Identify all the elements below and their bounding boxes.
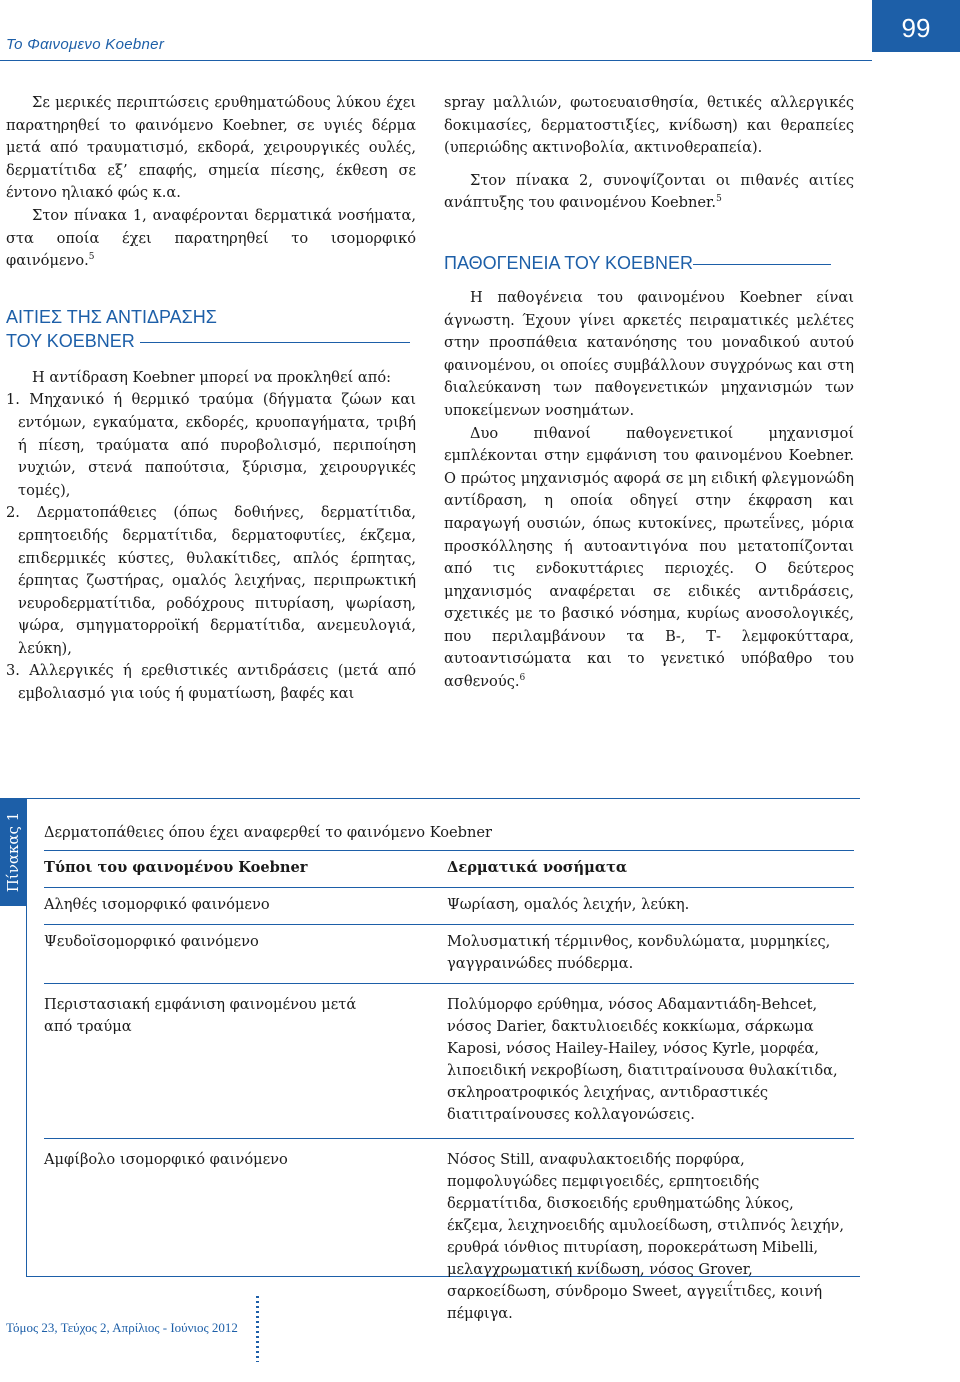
cause-item-3: 3. Αλλεργικές ή ερεθιστικές αντιδράσεις (μετά από εμβολιασμό για ιούς ή φυματίωση, βαφές και	[6, 662, 416, 703]
section-heading-causes	[6, 305, 416, 353]
heading-rule	[140, 342, 410, 343]
intro-paragraph-1: Σε μερικές περιπτώσεις ερυθηματώδους λύκου έχει παρατηρηθεί το φαινόμενο Koebner, σε υγιές δέρμα μετά από τραυματισμό, εκδορά, χειρουργικές ουλές, δερματίτιδα εξ’ επαφής, σημεία πίεσης, έκθεση σε έντονο ηλιακό φώς κ.α.	[6, 94, 416, 202]
table-row	[44, 984, 854, 1139]
table-row	[44, 888, 854, 925]
cause-item-2: 2. Δερματοπάθειες (όπως δοθιήνες, δερματίτιδα, ερπητοειδής δερματίτιδα, δερματοφυτίες, έκζεμα, επιδερμικές κύστες, θυλακίτιδες, απλός έρπητας, έρπητας ζωστήρας, ομαλός λειχήνας, περιπρωκτική νευροδερματίτιδα, ροδόχρους πιτυρίαση, ψωρίαση, ψώρα, σμηγματορροϊκή δερματίτιδα, ανεμευλογιά, λεύκη),	[6, 504, 416, 657]
reference-5b: 5	[716, 194, 722, 205]
table-row	[44, 1139, 854, 1333]
table-left-rule	[26, 798, 27, 1276]
table-cell-type: Περιστασιακή εμφάνιση φαινομένου μετά από τραύμα	[44, 996, 357, 1035]
causes-intro: Η αντίδραση Koebner μπορεί να προκληθεί από:	[32, 368, 392, 386]
table-label	[0, 798, 26, 906]
table-1	[44, 822, 854, 1333]
table-col2-header: Δερματικά νοσήματα	[447, 859, 628, 876]
header-rule	[0, 60, 872, 61]
table-cell-type: Αληθές ισομορφικό φαινόμενο	[44, 896, 270, 913]
table-caption: Δερματοπάθειες όπου έχει αναφερθεί το φαινόμενο Koebner	[44, 822, 854, 851]
table-label-text: Πίνακας 1	[4, 811, 22, 893]
reference-6: 6	[519, 673, 526, 684]
pathogenesis-paragraph-1: Η παθογένεια του φαινομένου Koebner είναι άγνωστη. Έχουν γίνει αρκετές πειραματικές μελέτες στην προσπάθεια κατανόησης του μοναδικού αυτού φαινομένου, οι οποίες συμβάλλουν συγχρόνως και στη διαλεύκανση των παθογενετικών μηχανισμών των υποκείμενων νοσημάτων.	[444, 288, 854, 419]
section-heading-pathogenesis	[444, 251, 854, 275]
section-heading-causes-line1: ΑΙΤΙΕΣ ΤΗΣ ΑΝΤΙΔΡΑΣΗΣ	[6, 306, 217, 327]
summary-paragraph	[444, 170, 854, 215]
cause-item-1: 1. Μηχανικό ή θερμικό τραύμα (δήγματα ζώων και εντόμων, εγκαύματα, εκδορές, κρυοπαγήματα, τριβή ή πίεση, τραύματα από πυροβολισμό, περιποίηση νυχιών, στενά παπούτσια, ξύρισμα, χειρουργικές τομές),	[6, 391, 416, 499]
table-row	[44, 925, 854, 984]
running-title: Το Φαινομενο Koebner	[6, 36, 165, 53]
right-column	[444, 92, 854, 694]
page-number: 99	[872, 0, 960, 52]
causes-continuation: spray μαλλιών, φωτοευαισθησία, θετικές αλλεργικές δοκιμασίες, δερματοστιξίες, κνίδωση) και θεραπείες (υπεριώδης ακτινοβολία, ακτινοθεραπεία).	[444, 94, 854, 157]
left-column	[6, 92, 416, 706]
reference-5: 5	[88, 252, 95, 263]
table-cell-diseases: Πολύμορφο ερύθημα, νόσος Αδαμαντιάδη-Behcet, νόσος Darier, δακτυλιοειδές κοκκίωμα, σάρκωμα Kaposi, νόσος Hailey-Hailey, νόσος Kyrle, μορφέα, λιποειδική νεκροβίωση, διατιτραίνουσα θυλακίτιδα, σκληροατροφικός λειχήνας, αντιδραστικές διατιτραίνουσες κολλαγονώσεις.	[447, 996, 838, 1123]
table-cell-diseases: Ψωρίαση, ομαλός λειχήν, λεύκη.	[447, 896, 690, 913]
table-cell-diseases: Μολυσματική τέρμινθος, κονδυλώματα, μυρμηκίες, γαγγραινώδες πυόδερμα.	[447, 933, 831, 972]
journal-issue: Τόμος 23, Τεύχος 2, Απρίλιος - Ιούνιος 2012	[6, 1320, 238, 1335]
summary-paragraph-text: Στον πίνακα 2, συνοψίζονται οι πιθανές αιτίες ανάπτυξης του φαινομένου Koebner.	[444, 171, 854, 212]
intro-paragraph-2-text: Στον πίνακα 1, αναφέρονται δερματικά νοσήματα, στα οποία έχει παρατηρηθεί το ισομορφικό φαινόμενο.	[6, 206, 416, 270]
table-header-row	[44, 851, 854, 888]
table-col1-header: Τύποι του φαινομένου Koebner	[44, 859, 308, 876]
footer-dotted-rule	[256, 1296, 259, 1362]
heading-rule-2	[693, 264, 831, 265]
section-heading-causes-line2: ΤΟΥ KOEBNER	[6, 330, 135, 351]
pathogenesis-paragraph-2	[444, 423, 854, 694]
intro-paragraph-2	[6, 205, 416, 273]
table-cell-type: Αμφίβολο ισομορφικό φαινόμενο	[44, 1151, 288, 1168]
section-heading-pathogenesis-text: ΠΑΘΟΓΕΝΕΙΑ ΤΟΥ KOEBNER	[444, 252, 694, 273]
table-cell-type: Ψευδοϊσομορφικό φαινόμενο	[44, 933, 259, 950]
table-cell-diseases: Νόσος Still, αναφυλακτοειδής πορφύρα, πομφολυγώδες πεμφιγοειδές, ερπητοειδής δερματίτιδα, δισκοειδής ερυθηματώδης λύκος, έκζεμα, λειχηνοειδής αμυλοείδωση, στιλπνός λειχήν, ερυθρά ιόνθιος πιτυρίαση, ποροκεράτωση Mibelli, μελαγχρωματική κνίδωση, νόσος Grover, σαρκοείδωση, σύνδρομο Sweet, αγγειΐτιδες, κοινή πέμφιγα.	[447, 1151, 845, 1322]
pathogenesis-paragraph-2-text: Δυο πιθανοί παθογενετικοί μηχανισμοί εμπλέκονται στην εμφάνιση του φαινομένου Koebner. Ο πρώτος μηχανισμός αφορά σε μη ειδική φλεγμονώδη αντίδραση, η οποία οδηγεί στην έκφραση και παραγωγή ουσιών, όπως κυτοκίνες, πρωτεΐνες, μόρια προσκόλλησης ή αυτοαντιγόνα που μετατοπίζονται από τις ενδοκυττάριες περιοχές. Ο δεύτερος μηχανισμός αναφέρεται σε ειδικές αντιδράσεις, σχετικές με το βασικό νόσημα, κυρίως ανοσολογικές, που περιλαμβάνουν τα Β-, Τ- λεμφοκύτταρα, αυτοαντισώματα και το γενετικό υπόβαθρο του ασθενούς.	[444, 424, 854, 691]
table-top-rule	[26, 798, 860, 799]
footer	[6, 1320, 238, 1336]
